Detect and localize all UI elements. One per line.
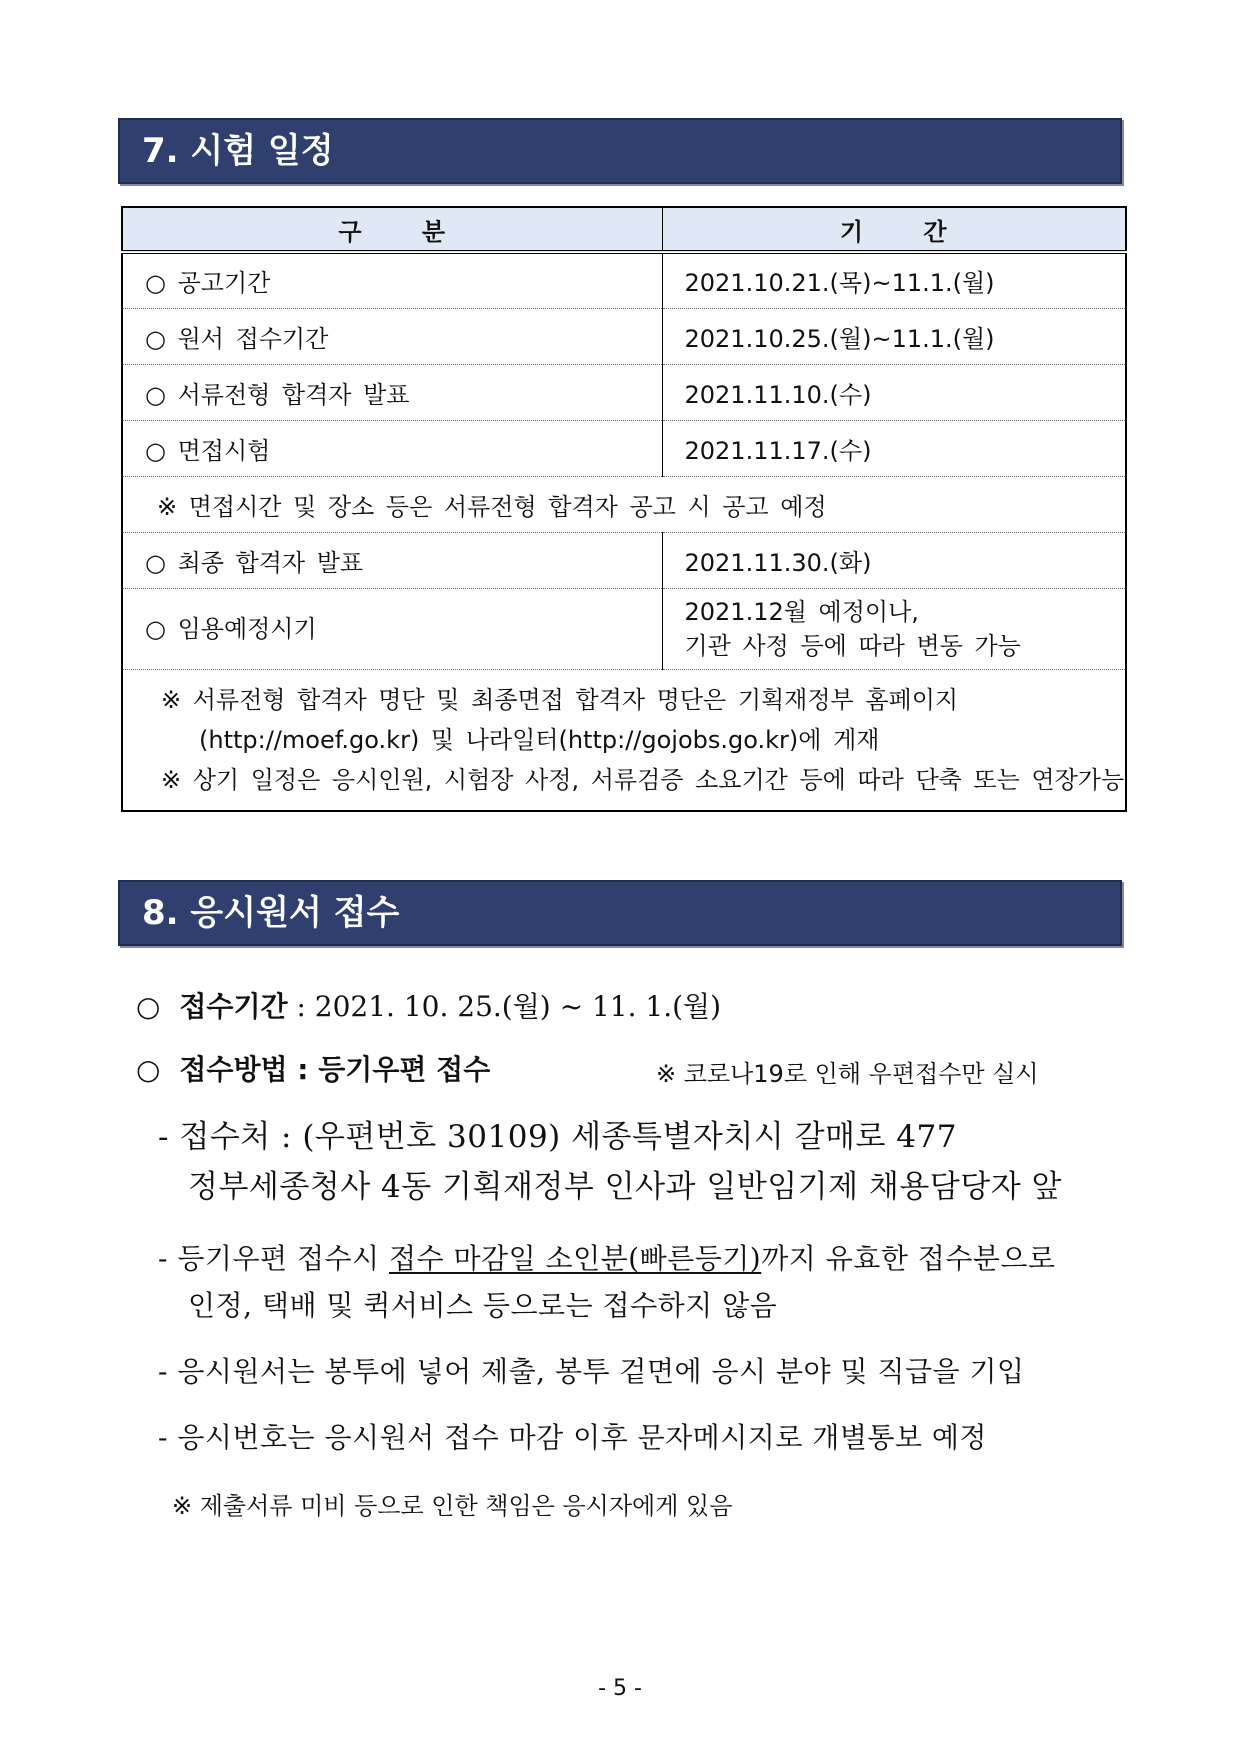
row-period: 2021.10.21.(목)~11.1.(월): [662, 252, 1126, 308]
row-period: 2021.11.10.(수): [662, 364, 1126, 420]
envelope-item: - 응시원서는 봉투에 넣어 제출, 봉투 겉면에 응시 분야 및 직급을 기입: [158, 1355, 1025, 1388]
section-7-header: [118, 118, 1122, 184]
period-label: 접수기간: [179, 990, 288, 1023]
table-row: [122, 252, 1126, 308]
header-category: 구 분: [122, 207, 662, 252]
period-line-2: 기관 사정 등에 따라 변동 가능: [684, 631, 1021, 660]
table-row: [122, 588, 1126, 669]
table-row: [122, 364, 1126, 420]
footnote-line-3: ※ 상기 일정은 응시인원, 시험장 사정, 서류검증 소요기간 등에 따라 단축 또는 연장가능: [161, 765, 1125, 794]
table-row: [122, 308, 1126, 364]
application-period: [136, 985, 721, 1025]
section-8-header: [118, 880, 1122, 946]
registered-mail-item: [158, 1235, 1056, 1329]
method-label: 접수방법 : 등기우편 접수: [179, 1053, 491, 1086]
footnote-line-1: ※ 서류전형 합격자 명단 및 최종면접 합격자 명단은 기획재정부 홈페이지: [161, 685, 959, 714]
registered-line-2: 인정, 택배 및 퀵서비스 등으로는 접수하지 않음: [188, 1289, 778, 1322]
section-7-title: 7. 시험 일정: [142, 131, 334, 171]
section-8-title: 8. 응시원서 접수: [142, 893, 400, 933]
row-label: ○ 원서 접수기간: [122, 308, 662, 364]
registered-post: 까지 유효한 접수분으로: [761, 1242, 1056, 1275]
schedule-table: [121, 206, 1127, 812]
application-method: [136, 1048, 490, 1088]
row-label: ○ 최종 합격자 발표: [122, 532, 662, 588]
row-label: ○ 공고기간: [122, 252, 662, 308]
row-period: 2021.11.30.(화): [662, 532, 1126, 588]
address-item: [158, 1112, 1062, 1212]
address-line-1: - 접수처 : (우편번호 30109) 세종특별자치시 갈매로 477: [158, 1119, 957, 1155]
interview-note: ※ 면접시간 및 장소 등은 서류전형 합격자 공고 시 공고 예정: [122, 476, 1126, 532]
table-row: [122, 669, 1126, 811]
period-line-1: 2021.12월 예정이나,: [684, 597, 919, 626]
row-label: ○ 서류전형 합격자 발표: [122, 364, 662, 420]
final-note: ※ 제출서류 미비 등으로 인한 책임은 응시자에게 있음: [172, 1492, 733, 1520]
table-row: [122, 532, 1126, 588]
row-label: ○ 면접시험: [122, 420, 662, 476]
exam-number-item: - 응시번호는 응시원서 접수 마감 이후 문자메시지로 개별통보 예정: [158, 1421, 987, 1454]
row-period: [662, 588, 1126, 669]
row-label: ○ 임용예정시기: [122, 588, 662, 669]
address-line-2: 정부세종청사 4동 기획재정부 인사과 일반임기제 채용담당자 앞: [188, 1169, 1062, 1205]
row-period: 2021.11.17.(수): [662, 420, 1126, 476]
table-row: [122, 476, 1126, 532]
bullet-circle: ○: [136, 1053, 161, 1086]
table-footnotes: [122, 669, 1126, 811]
registered-pre: - 등기우편 접수시: [158, 1242, 389, 1275]
row-period: 2021.10.25.(월)~11.1.(월): [662, 308, 1126, 364]
bullet-circle: ○: [136, 990, 161, 1023]
table-row: [122, 420, 1126, 476]
period-value: : 2021. 10. 25.(월) ~ 11. 1.(월): [287, 990, 721, 1023]
registered-underline: 접수 마감일 소인분(빠른등기): [389, 1242, 762, 1275]
page-number: - 5 -: [598, 1676, 642, 1701]
footnote-line-2: (http://moef.go.kr) 및 나라일터(http://gojobs.go.kr)에 게재: [199, 725, 880, 754]
covid-note: ※ 코로나19로 인해 우편접수만 실시: [656, 1060, 1039, 1088]
header-period: 기 간: [662, 207, 1126, 252]
table-header-row: [122, 207, 1126, 252]
